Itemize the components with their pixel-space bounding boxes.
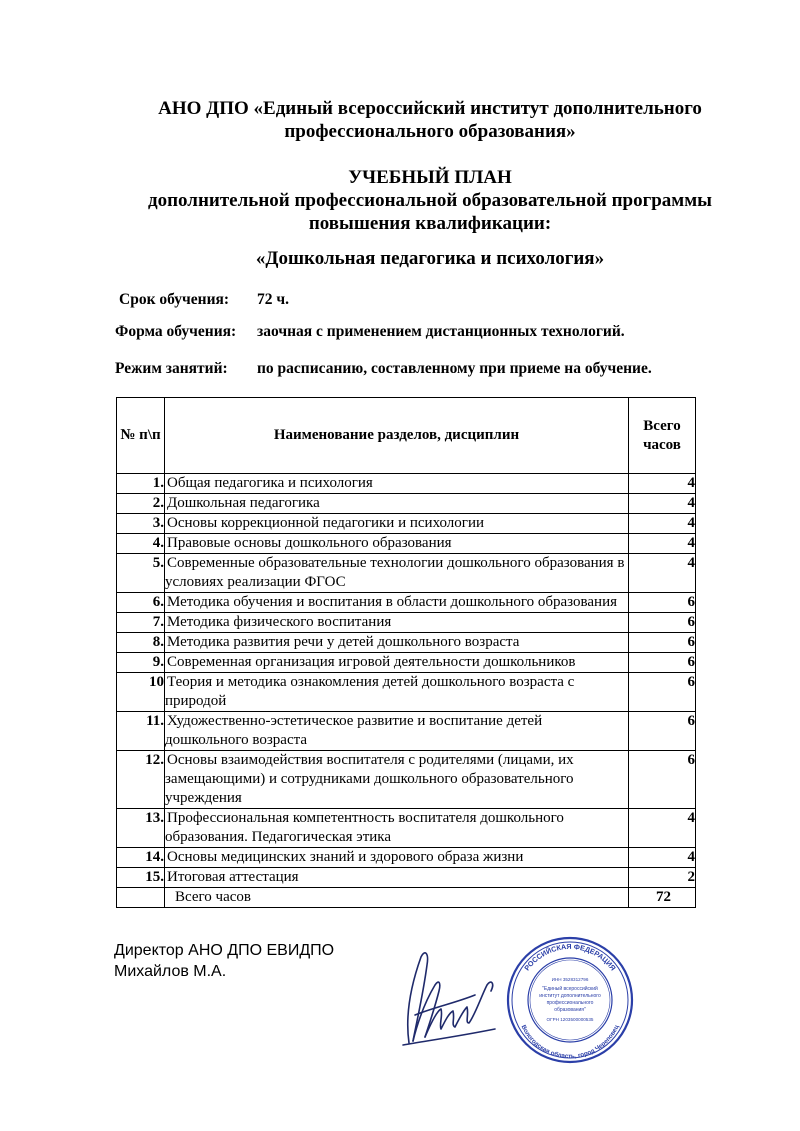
table-row [117, 514, 696, 534]
row-hours: 4 [629, 514, 696, 534]
table-row [117, 673, 696, 712]
table-row [117, 494, 696, 514]
row-hours: 4 [629, 474, 696, 494]
director-title: Директор АНО ДПО ЕВИДПО [114, 942, 335, 959]
row-hours: 6 [629, 653, 696, 673]
column-header-hours [629, 398, 696, 474]
row-hours: 4 [629, 848, 696, 868]
study-mode-row [115, 359, 652, 379]
organization-seal [505, 935, 635, 1065]
total-empty-cell [117, 888, 165, 908]
table-row [117, 653, 696, 673]
plan-subtitle-line-2: повышения квалификации: [308, 213, 552, 234]
row-hours: 6 [629, 712, 696, 751]
seal-inn: ИНН 3528312796 [551, 977, 589, 982]
row-number: 5. [117, 554, 165, 593]
table-total-row [117, 888, 696, 908]
seal-inner-line-4: образования" [554, 1007, 586, 1013]
column-header-hours-line-2: часов [643, 436, 681, 453]
row-discipline-name: Методика обучения и воспитания в области дошкольного образования [165, 593, 629, 613]
table-header-row [117, 398, 696, 474]
duration-row [119, 290, 289, 310]
row-number: 13. [117, 809, 165, 848]
row-number: 1. [117, 474, 165, 494]
study-form-row [115, 322, 625, 342]
row-number: 15. [117, 868, 165, 888]
column-header-number: № п\п [117, 398, 165, 474]
plan-title: УЧЕБНЫЙ ПЛАН [348, 167, 512, 188]
table-row [117, 613, 696, 633]
table-row [117, 474, 696, 494]
row-number: 3. [117, 514, 165, 534]
row-discipline-name: Правовые основы дошкольного образования [165, 534, 629, 554]
row-hours: 4 [629, 809, 696, 848]
table-row [117, 751, 696, 809]
curriculum-table [116, 397, 696, 908]
row-discipline-name: Современные образовательные технологии дошкольного образования в условиях реализации ФГОС [165, 554, 629, 593]
table-row [117, 809, 696, 848]
study-mode-value: по расписанию, составленному при приеме на обучение. [257, 360, 652, 377]
row-discipline-name: Современная организация игровой деятельности дошкольников [165, 653, 629, 673]
seal-inner-line-2: институт дополнительного [539, 993, 601, 999]
row-hours: 2 [629, 868, 696, 888]
row-discipline-name: Методика развития речи у детей дошкольного возраста [165, 633, 629, 653]
program-name: «Дошкольная педагогика и психология» [255, 248, 605, 269]
row-discipline-name: Основы взаимодействия воспитателя с родителями (лицами, их замещающими) и сотрудниками дошкольного образовательного учреждения [165, 751, 629, 809]
table-body [117, 474, 696, 908]
row-hours: 4 [629, 494, 696, 514]
org-title-line-2: профессионального образования» [284, 121, 576, 142]
seal-inner-line-3: профессионального [546, 1000, 594, 1006]
row-discipline-name: Основы медицинских знаний и здорового образа жизни [165, 848, 629, 868]
seal-inner-line-1: "Единый всероссийский [542, 986, 598, 992]
table-row [117, 868, 696, 888]
row-hours: 6 [629, 593, 696, 613]
row-discipline-name: Итоговая аттестация [165, 868, 629, 888]
column-header-name: Наименование разделов, дисциплин [165, 398, 629, 474]
plan-title-block [60, 166, 800, 235]
row-number: 2. [117, 494, 165, 514]
row-number: 6. [117, 593, 165, 613]
table-row [117, 633, 696, 653]
row-discipline-name: Теория и методика ознакомления детей дошкольного возраста с природой [165, 673, 629, 712]
row-number: 10 [117, 673, 165, 712]
table-row [117, 593, 696, 613]
row-hours: 4 [629, 554, 696, 593]
org-title-line-1: АНО ДПО «Единый всероссийский институт дополнительного [158, 98, 702, 119]
row-discipline-name: Художественно-эстетическое развитие и воспитание детей дошкольного возраста [165, 712, 629, 751]
organization-title [60, 97, 800, 143]
row-discipline-name: Основы коррекционной педагогики и психологии [165, 514, 629, 534]
total-value: 72 [629, 888, 696, 908]
svg-text:Вологодская область, город Чер: Вологодская область, город Череповец [519, 1023, 621, 1061]
row-number: 8. [117, 633, 165, 653]
table-row [117, 554, 696, 593]
row-number: 9. [117, 653, 165, 673]
row-discipline-name: Методика физического воспитания [165, 613, 629, 633]
row-number: 12. [117, 751, 165, 809]
row-number: 4. [117, 534, 165, 554]
row-discipline-name: Профессиональная компетентность воспитателя дошкольного образования. Педагогическая этика [165, 809, 629, 848]
row-number: 7. [117, 613, 165, 633]
study-form-label: Форма обучения: [115, 323, 237, 340]
row-number: 14. [117, 848, 165, 868]
study-mode-label: Режим занятий: [115, 360, 228, 377]
row-discipline-name: Дошкольная педагогика [165, 494, 629, 514]
table-row [117, 848, 696, 868]
duration-label: Срок обучения: [119, 291, 230, 308]
row-discipline-name: Общая педагогика и психология [165, 474, 629, 494]
table-row [117, 712, 696, 751]
study-form-value: заочная с применением дистанционных технологий. [257, 323, 625, 340]
duration-value: 72 ч. [257, 291, 289, 308]
table-row [117, 534, 696, 554]
column-header-hours-line-1: Всего [643, 417, 681, 434]
total-label: Всего часов [165, 888, 629, 908]
director-signature [395, 945, 505, 1055]
row-hours: 6 [629, 633, 696, 653]
row-hours: 4 [629, 534, 696, 554]
row-number: 11. [117, 712, 165, 751]
seal-outer-text: РОССИЙСКАЯ ФЕДЕРАЦИЯ [522, 941, 618, 973]
director-name: Михайлов М.А. [114, 963, 227, 980]
row-hours: 6 [629, 673, 696, 712]
director-block [114, 940, 334, 982]
row-hours: 6 [629, 613, 696, 633]
seal-ogrn: ОГРН 1203500000535 [546, 1017, 594, 1022]
plan-subtitle-line-1: дополнительной профессиональной образовательной программы [147, 190, 713, 211]
row-hours: 6 [629, 751, 696, 809]
